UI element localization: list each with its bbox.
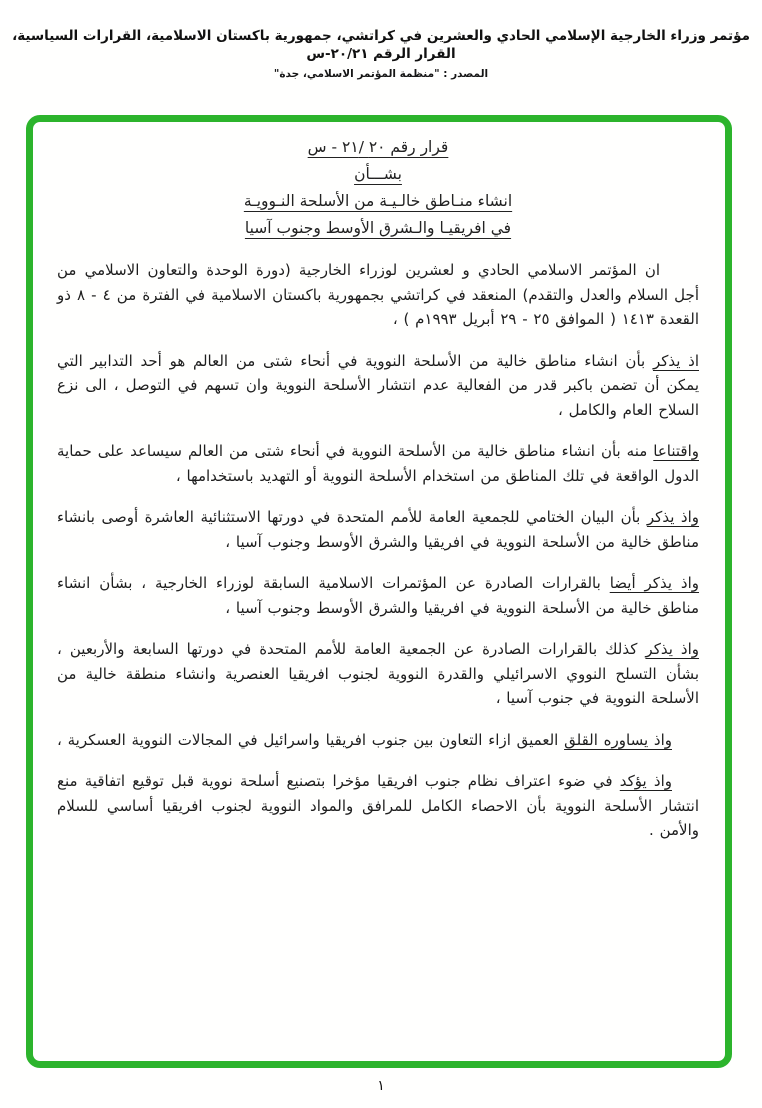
document-citation-header: مؤتمر وزراء الخارجية الإسلامي الحادي والعشرين في كراتشي، جمهورية باكستان الاسلامية، القرارات السياسية، القرار الرقم ٢٠/٢١-س <box>12 28 750 62</box>
resolution-paragraph: واذ يؤكد في ضوء اعتراف نظام جنوب افريقيا مؤخرا بتصنيع أسلحة نووية قبل توقيع اتفاقية منع انتشار الأسلحة النووية بأن الاحصاء الكامل للمرافق والمواد النووية لجنوب افريقيا أساسي للسلام والأمن . <box>57 772 699 839</box>
paragraph-lead-phrase: واذ يذكر <box>645 640 700 658</box>
resolution-title-text: في افريقيـا والـشرق الأوسط وجنوب آسيا <box>244 219 512 237</box>
resolution-paragraph: واقتناعا منه بأن انشاء مناطق خالية من الأسلحة النووية في أنحاء شتى من العالم سيساعد على حماية الدول الواقعة في تلك المناطق من استخدام الأسلحة النووية أو التهديد باستخدامها ، <box>57 442 699 485</box>
document-source-line: المصدر : "منظمة المؤتمر الاسلامي، جدة" <box>273 68 489 80</box>
resolution-green-frame <box>26 115 732 1068</box>
resolution-paragraph: واذ يذكر بأن البيان الختامي للجمعية العامة للأمم المتحدة في دورتها الاستثنائية العاشرة أوصى بانشاء مناطق خالية من الأسلحة النووية في افريقيا والشرق الأوسط وجنوب آسيا ، <box>57 508 700 551</box>
resolution-title-text: انشاء منـاطق خالـيـة من الأسلحة النـوويـة <box>243 192 513 210</box>
resolution-title-text: قرار رقم ٢٠ /٢١ - س <box>307 138 449 156</box>
resolution-title-block <box>57 134 699 242</box>
resolution-title-text: بشـــأن <box>354 165 402 183</box>
page-number: ١ <box>377 1078 385 1094</box>
resolution-title-line <box>57 161 699 188</box>
resolution-title-line <box>57 188 699 215</box>
paragraph-lead-phrase: واقتناعا <box>653 442 699 460</box>
paragraph-lead-phrase: واذ يساوره القلق <box>564 730 672 749</box>
paragraph-lead-phrase: واذ يذكر أيضا <box>609 574 699 592</box>
resolution-paragraph: واذ يساوره القلق العميق ازاء التعاون بين جنوب افريقيا واسرائيل في المجالات النووية العسكرية ، <box>57 730 672 749</box>
resolution-paragraph: ان المؤتمر الاسلامي الحادي و لعشرين لوزراء الخارجية (دورة الوحدة والتعاون الاسلامي من أجل السلام والعدل والتقدم) المنعقد في كراتشي بجمهورية باكستان الاسلامية في الفترة من ٤ - ٨ ذو القعدة ١٤١٣ ( الموافق ٢٥ - ٢٩ أبريل ١٩٩٣م ) ، <box>57 261 699 328</box>
resolution-title-line <box>57 134 699 161</box>
resolution-body <box>57 258 699 843</box>
paragraph-lead-phrase: واذ يؤكد <box>619 772 672 790</box>
paragraph-lead-phrase: اذ يذكر <box>652 351 699 370</box>
resolution-paragraph: واذ يذكر أيضا بالقرارات الصادرة عن المؤتمرات الاسلامية السابقة لوزراء الخارجية ، بشأن انشاء مناطق خالية من الأسلحة النووية في افريقيا والشرق الأوسط وجنوب آسيا ، <box>57 574 699 617</box>
resolution-paragraph: واذ يذكر كذلك بالقرارات الصادرة عن الجمعية العامة للأمم المتحدة في دورتها السابعة والأربعين ، بشأن التسلح النووي الاسرائيلي والقدرة النووية لجنوب افريقيا العنصرية وانشاء منطقة خالية من الأسلحة النووية في جنوب آسيا ، <box>57 640 700 707</box>
resolution-title-line <box>57 215 699 242</box>
scanned-document-page <box>0 27 762 1108</box>
paragraph-lead-phrase: واذ يذكر <box>646 508 700 526</box>
resolution-paragraph: اذ يذكر بأن انشاء مناطق خالية من الأسلحة النووية في أنحاء شتى من العالم هو أحد التدابير التي يمكن أن تضمن باكبر قدر من الفعالية عدم انتشار الأسلحة النووية وان تسهم في التوصل ، الى نزع السلاح العام والكامل ، <box>57 351 699 419</box>
